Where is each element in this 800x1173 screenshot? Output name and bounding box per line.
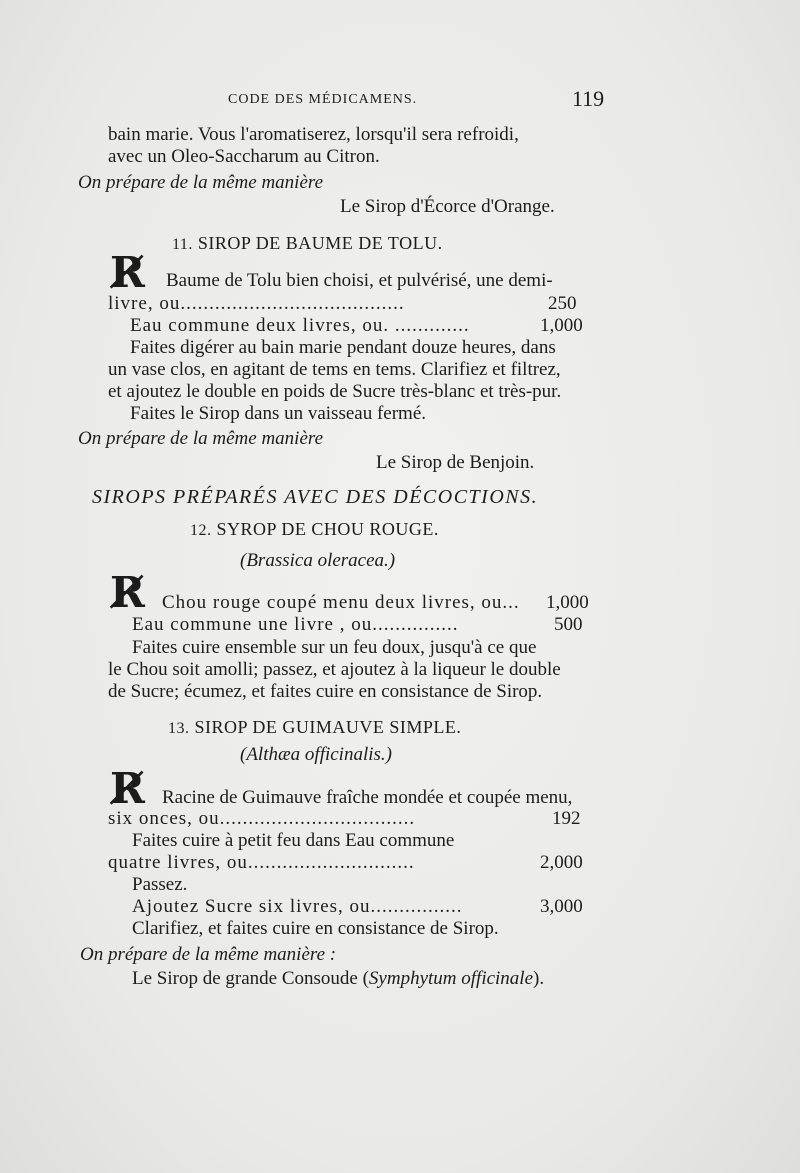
recipe-11-line-1: Baume de Tolu bien choisi, et pulvérisé, une demi- xyxy=(166,270,553,291)
recipe-symbol: R̸ xyxy=(110,764,145,813)
intro-result: Le Sirop d'Écorce d'Orange. xyxy=(340,196,555,217)
page-number: 119 xyxy=(572,86,605,111)
section-heading: SIROPS PRÉPARÉS AVEC DES DÉCOCTIONS. xyxy=(92,486,539,508)
recipe-12-line-5: de Sucre; écumez, et faites cuire en consistance de Sirop. xyxy=(108,681,543,702)
recipe-11-title: SIROP DE BAUME DE TOLU. xyxy=(197,233,443,253)
recipe-11-line-3: Eau commune deux livres, ou. ............. xyxy=(130,315,470,336)
recipe-11-line-7: Faites le Sirop dans un vaisseau fermé. xyxy=(130,403,427,424)
recipe-11-value-2: 250 xyxy=(548,293,577,314)
recipe-11-line-4: Faites digérer au bain marie pendant douze heures, dans xyxy=(130,337,556,358)
recipe-13-line-5: Passez. xyxy=(132,874,188,895)
recipe-13-heading xyxy=(168,716,461,740)
recipe-11-heading xyxy=(172,232,443,256)
recipe-12-line-4: le Chou soit amolli; passez, et ajoutez à la liqueur le double xyxy=(108,659,561,680)
recipe-symbol: R̸ xyxy=(110,568,145,617)
recipe-12-value-1: 1,000 xyxy=(546,592,589,613)
recipe-12-line-1: Chou rouge coupé menu deux livres, ou... xyxy=(162,592,520,613)
recipe-13-title: SIROP DE GUIMAUVE SIMPLE. xyxy=(194,717,462,737)
recipe-12-number: 12. xyxy=(190,522,212,539)
recipe-11-result: Le Sirop de Benjoin. xyxy=(376,452,535,473)
recipe-13-result-text: Le Sirop de grande Consoude ( xyxy=(132,968,369,989)
recipe-13-line-4: quatre livres, ou............................. xyxy=(108,852,415,873)
recipe-12-latin: (Brassica oleracea.) xyxy=(240,550,396,571)
recipe-13-result-latin: Symphytum officinale xyxy=(368,968,534,989)
recipe-symbol: R̸ xyxy=(110,248,145,297)
recipe-11-prepare: On prépare de la même manière xyxy=(78,428,323,449)
recipe-12-line-2: Eau commune une livre , ou............... xyxy=(132,614,459,635)
running-title: CODE DES MÉDICAMENS. xyxy=(228,92,418,107)
recipe-13-line-6: Ajoutez Sucre six livres, ou................ xyxy=(132,896,463,917)
recipe-13-line-3: Faites cuire à petit feu dans Eau commune xyxy=(132,830,455,851)
recipe-13-number: 13. xyxy=(168,720,190,737)
recipe-11-line-5: un vase clos, en agitant de tems en tems. Clarifiez et filtrez, xyxy=(108,359,561,380)
recipe-13-result-close: ). xyxy=(533,968,545,989)
recipe-11-line-6: et ajoutez le double en poids de Sucre très-blanc et très-pur. xyxy=(108,381,562,402)
recipe-12-value-2: 500 xyxy=(554,614,583,635)
recipe-13-value-6: 3,000 xyxy=(540,896,583,917)
recipe-13-value-2: 192 xyxy=(552,808,581,829)
intro-prepare: On prépare de la même manière xyxy=(78,172,323,193)
recipe-13-latin: (Althæa officinalis.) xyxy=(240,744,392,765)
recipe-13-prepare: On prépare de la même manière : xyxy=(80,944,337,965)
recipe-12-line-3: Faites cuire ensemble sur un feu doux, jusqu'à ce que xyxy=(132,637,537,658)
recipe-13-result xyxy=(132,968,544,990)
recipe-12-title: SYROP DE CHOU ROUGE. xyxy=(216,519,439,539)
recipe-11-number: 11. xyxy=(172,236,193,253)
recipe-12-heading xyxy=(190,518,439,542)
recipe-11-line-2: livre, ou....................................... xyxy=(108,293,405,314)
intro-line-2: avec un Oleo-Saccharum au Citron. xyxy=(108,146,380,167)
recipe-13-line-7: Clarifiez, et faites cuire en consistance de Sirop. xyxy=(132,918,499,939)
recipe-13-line-2: six onces, ou.................................. xyxy=(108,808,416,829)
recipe-13-line-1: Racine de Guimauve fraîche mondée et coupée menu, xyxy=(162,787,573,808)
intro-line-1: bain marie. Vous l'aromatiserez, lorsqu'il sera refroidi, xyxy=(108,124,519,145)
recipe-11-value-3: 1,000 xyxy=(540,315,583,336)
recipe-13-value-4: 2,000 xyxy=(540,852,583,873)
